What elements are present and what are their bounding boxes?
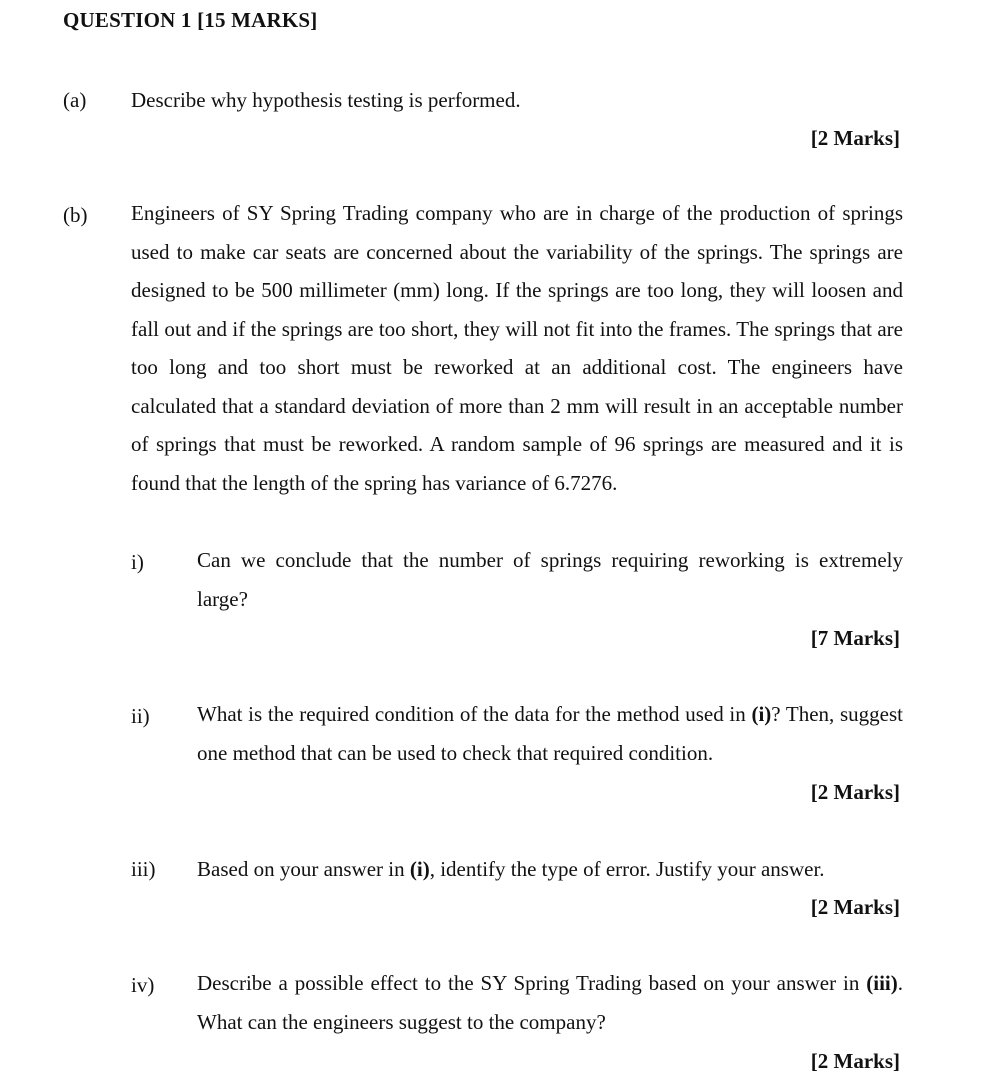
part-a-text: Describe why hypothesis testing is performed. — [131, 88, 521, 112]
sub-iv-text-1: Describe a possible effect to the SY Spring Trading based on your answer in — [197, 971, 867, 995]
sub-ii-label: ii) — [131, 704, 150, 728]
sub-i-label: i) — [131, 550, 144, 574]
sub-i-marks: [7 Marks] — [810, 626, 900, 650]
part-a-marks: [2 Marks] — [810, 126, 900, 150]
part-a-label: (a) — [63, 88, 87, 112]
sub-iv-label: iv) — [131, 973, 155, 997]
sub-iv-marks: [2 Marks] — [810, 1049, 900, 1073]
part-b-text: Engineers of SY Spring Trading company who are in charge of the production of springs used to make car seats are concerned about the variability of the springs. The springs are designed to be 500 millimeter (mm) long. If the springs are too long, they will loosen and fall out and if the springs are too short, they will not fit into the frames. The springs that are too long and too short must be reworked at an additional cost. The engineers have calculated that a standard deviation of more than 2 mm will result in an acceptable number of springs that must be reworked. A random sample of 96 springs are measured and it is found that the length of the spring has variance of 6.7276. — [131, 201, 903, 495]
sub-iv-text-2: . What can the engineers suggest to the company? — [197, 971, 903, 1034]
part-b-label: (b) — [63, 203, 88, 227]
sub-ii-marks: [2 Marks] — [810, 780, 900, 804]
sub-iii-text-2: , identify the type of error. Justify your answer. — [429, 857, 825, 881]
sub-ii-text-2: ? Then, suggest one method that can be used to check that required condition. — [197, 702, 903, 765]
sub-ii-ref: (i) — [751, 702, 772, 726]
sub-ii-text-1: What is the required condition of the data for the method used in — [197, 702, 752, 726]
sub-ii-text — [197, 695, 903, 772]
sub-iv-ref: (iii) — [866, 971, 898, 995]
sub-iv-text — [197, 964, 903, 1041]
sub-iii-text — [197, 857, 903, 882]
sub-iii-label: iii) — [131, 857, 156, 881]
sub-iii-ref: (i) — [409, 857, 430, 881]
sub-iii-text-1: Based on your answer in — [197, 857, 410, 881]
sub-i-text: Can we conclude that the number of springs requiring reworking is extremely large? — [197, 548, 903, 611]
sub-iii-marks: [2 Marks] — [810, 895, 900, 919]
question-title: QUESTION 1 [15 MARKS] — [63, 8, 318, 32]
